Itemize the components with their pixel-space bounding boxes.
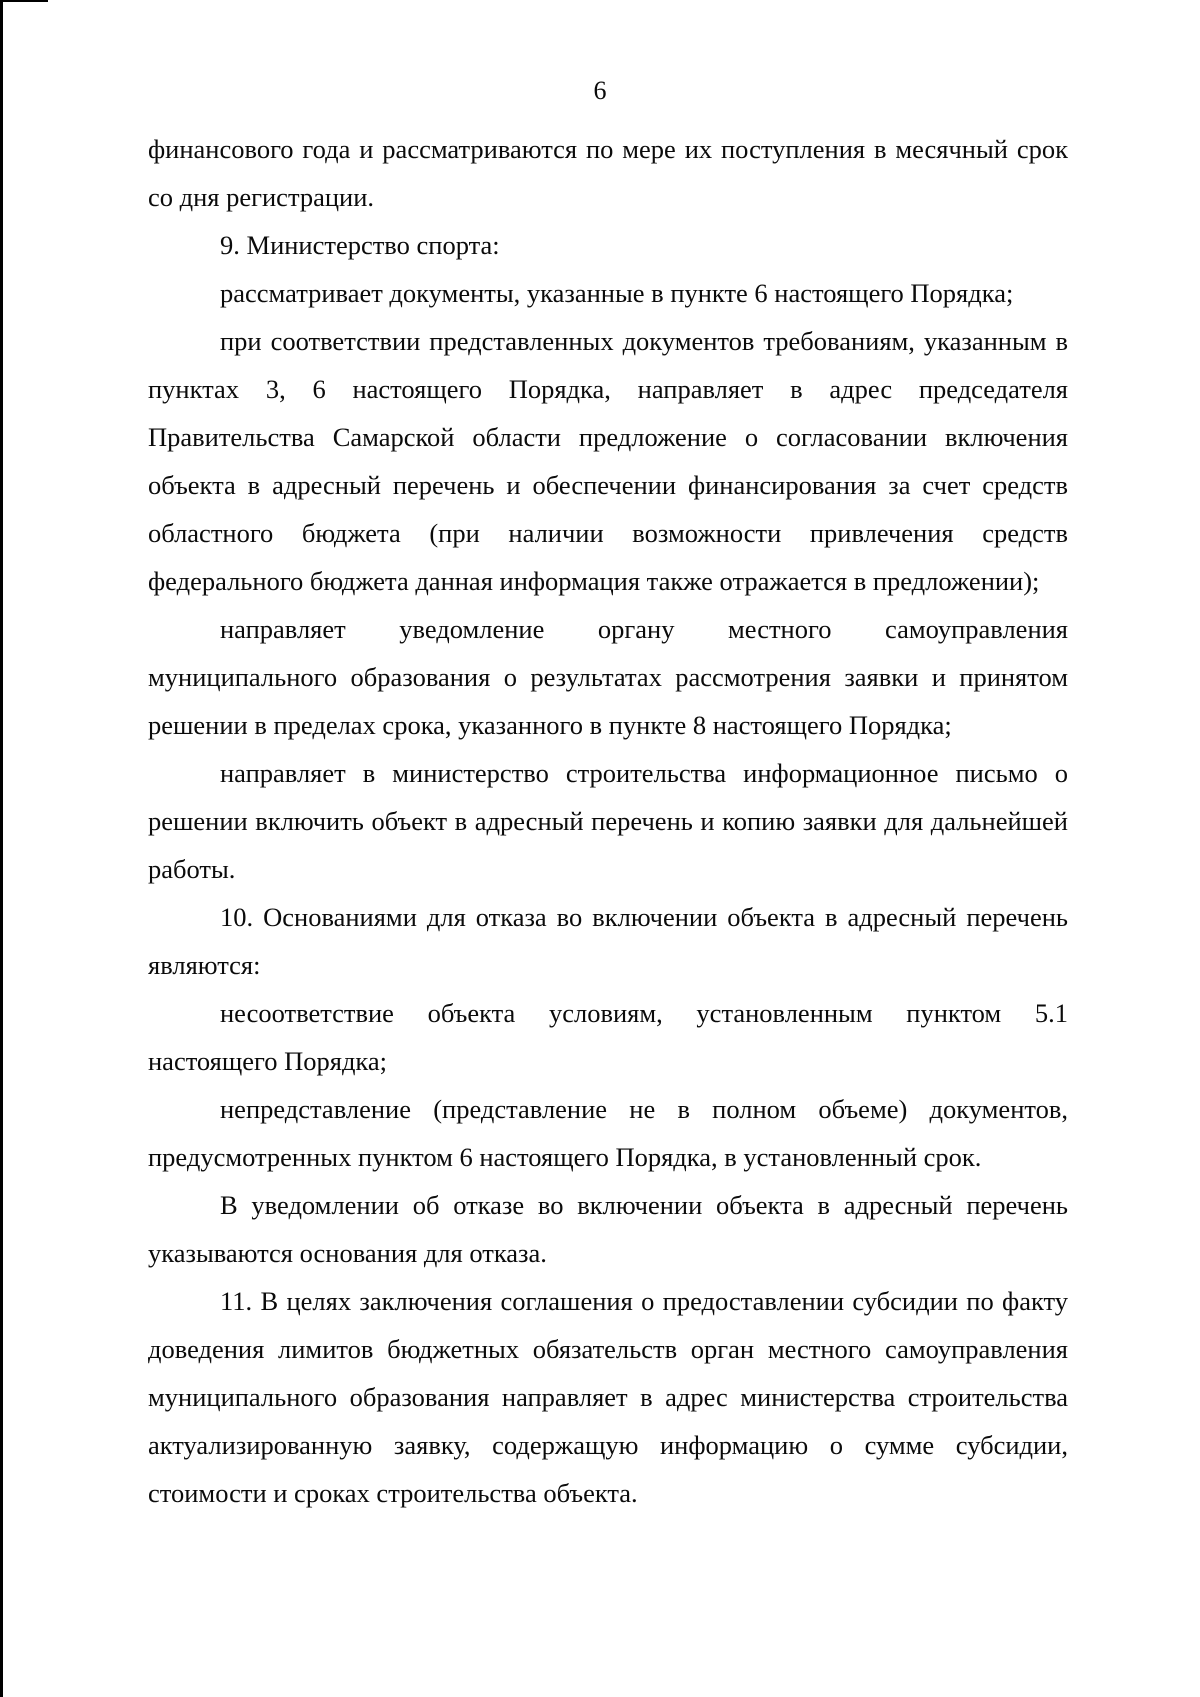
paragraph-item-11: 11. В целях заключения соглашения о предоставлении субсидии по факту доведения лимитов бюджетных обязательств орган местного самоуправления муниципального образования направляет в адрес министерства строительства актуализированную заявку, содержащую информацию о сумме субсидии, стоимости и сроках строительства объекта. bbox=[148, 1286, 1068, 1508]
paragraph-review-documents: рассматривает документы, указанные в пункте 6 настоящего Порядка; bbox=[220, 278, 1014, 308]
paragraph-refusal-notice: В уведомлении об отказе во включении объекта в адресный перечень указываются основания для отказа. bbox=[148, 1190, 1068, 1268]
paragraph-refusal-reason-2: непредставление (представление не в полном объеме) документов, предусмотренных пунктом 6 настоящего Порядка, в установленный срок. bbox=[148, 1094, 1068, 1172]
paragraph-refusal-reason-1: несоответствие объекта условиям, установленным пунктом 5.1 настоящего Порядка; bbox=[148, 998, 1068, 1076]
paragraph-information-letter: направляет в министерство строительства информационное письмо о решении включить объект в адресный перечень и копию заявки для дальнейшей работы. bbox=[148, 758, 1068, 884]
page-number: 6 bbox=[593, 76, 607, 105]
paragraph-item-10-heading: 10. Основаниями для отказа во включении объекта в адресный перечень являются: bbox=[148, 902, 1068, 980]
document-body bbox=[148, 125, 1068, 1517]
paragraph-continuation: финансового года и рассматриваются по мере их поступления в месячный срок со дня регистрации. bbox=[148, 134, 1068, 212]
scan-border-left bbox=[0, 0, 3, 1697]
paragraph-item-9-heading: 9. Министерство спорта: bbox=[220, 230, 500, 260]
paragraph-proposal: при соответствии представленных документов требованиям, указанным в пунктах 3, 6 настоящего Порядка, направляет в адрес председателя Правительства Самарской области предложение о согласовании включения объекта в адресный перечень и обеспечении финансирования за счет средств областного бюджета (при наличии возможности привлечения средств федерального бюджета данная информация также отражается в предложении); bbox=[148, 326, 1068, 596]
paragraph-notification: направляет уведомление органу местного самоуправления муниципального образования о результатах рассмотрения заявки и принятом решении в пределах срока, указанного в пункте 8 настоящего Порядка; bbox=[148, 614, 1068, 740]
scan-border-top bbox=[0, 0, 48, 2]
